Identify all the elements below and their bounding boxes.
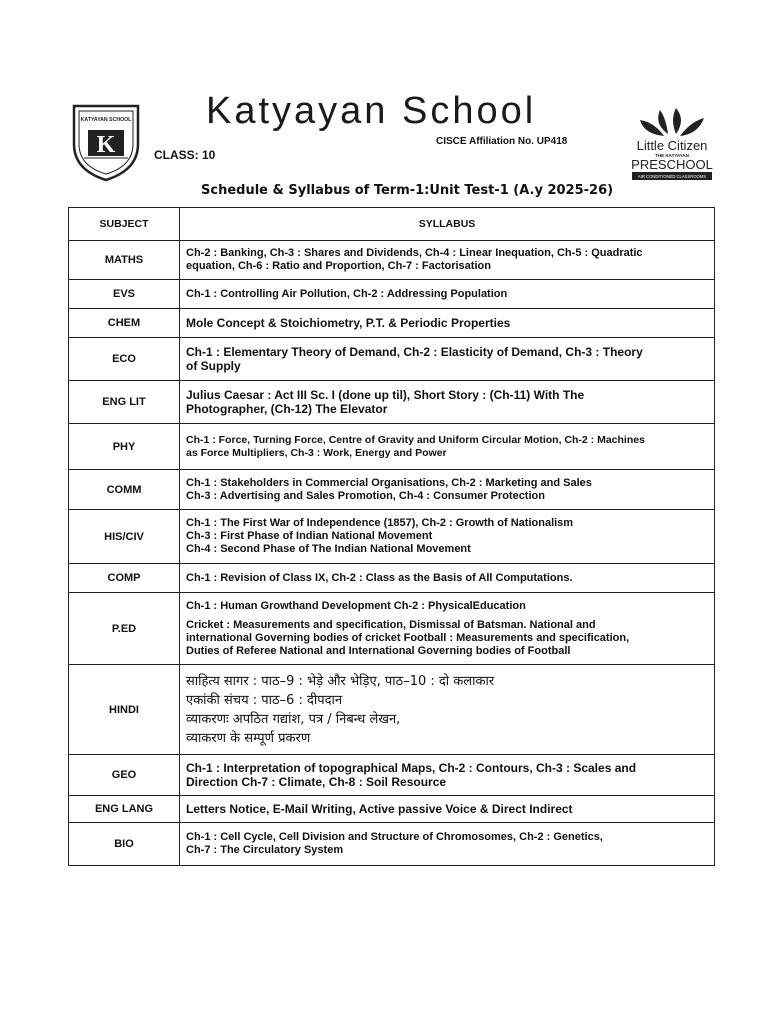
table-row [69, 280, 715, 309]
subject-cell: HIS/CIV [69, 510, 180, 564]
syllabus-line: Ch-1 : Elementary Theory of Demand, Ch-2 : Elasticity of Demand, Ch-3 : Theory [186, 345, 643, 359]
syllabus-line: Ch-1 : Interpretation of topographical Maps, Ch-2 : Contours, Ch-3 : Scales and [186, 761, 637, 775]
affiliation-number: CISCE Affiliation No. UP418 [436, 136, 568, 147]
syllabus-cell [180, 241, 715, 280]
syllabus-line: of Supply [186, 359, 241, 373]
syllabus-line: equation, Ch-6 : Ratio and Proportion, Ch-7 : Factorisation [186, 260, 491, 272]
school-crest-logo [70, 100, 142, 182]
syllabus-cell [180, 593, 715, 665]
syllabus-line: एकांकी संचय : पाठ–6 : दीपदान [186, 692, 343, 708]
syllabus-line: as Force Multipliers, Ch-3 : Work, Energy and Power [186, 446, 447, 459]
syllabus-line: Photographer, (Ch-12) The Elevator [186, 402, 388, 416]
svg-text:K: K [96, 132, 116, 158]
subject-cell: GEO [69, 755, 180, 796]
syllabus-line: Ch-1 : Stakeholders in Commercial Organisations, Ch-2 : Marketing and Sales [186, 476, 592, 489]
syllabus-cell [180, 564, 715, 593]
table-row [69, 665, 715, 755]
table-row [69, 424, 715, 470]
syllabus-line: Ch-2 : Banking, Ch-3 : Shares and Dividends, Ch-4 : Linear Inequation, Ch-5 : Quadratic [186, 247, 643, 259]
table-row [69, 564, 715, 593]
subject-cell: MATHS [69, 241, 180, 280]
table-row [69, 338, 715, 381]
syllabus-line: व्याकरण के सम्पूर्ण प्रकरण [186, 730, 311, 746]
syllabus-table [68, 207, 715, 866]
preschool-logo [624, 104, 720, 182]
preschool-logo-line1: Little Citizen [636, 138, 708, 153]
syllabus-line: Duties of Referee National and International Governing bodies of Football [186, 644, 571, 657]
syllabus-cell [180, 381, 715, 424]
table-row [69, 593, 715, 665]
preschool-logo-line4: AIR CONDITIONED CLASSROOMS [637, 174, 707, 179]
syllabus-line: Ch-7 : The Circulatory System [186, 844, 344, 856]
subject-cell: ENG LANG [69, 796, 180, 823]
syllabus-line: Ch-3 : First Phase of Indian National Movement [186, 530, 433, 542]
subject-cell: BIO [69, 823, 180, 866]
syllabus-cell [180, 424, 715, 470]
syllabus-line: Direction Ch-7 : Climate, Ch-8 : Soil Resource [186, 775, 447, 789]
table-row [69, 470, 715, 510]
table-row [69, 510, 715, 564]
subject-cell: EVS [69, 280, 180, 309]
syllabus-cell [180, 309, 715, 338]
syllabus-cell [180, 470, 715, 510]
syllabus-cell [180, 338, 715, 381]
school-crest-text: KATYAYAN SCHOOL [80, 117, 132, 123]
syllabus-cell [180, 665, 715, 755]
subject-cell: P.ED [69, 593, 180, 665]
table-row [69, 309, 715, 338]
schedule-title: Schedule & Syllabus of Term-1:Unit Test-1 (A.y 2025-26) [201, 183, 614, 198]
syllabus-line: व्याकरणः अपठित गद्यांश, पत्र / निबन्ध लेखन, [186, 711, 401, 727]
syllabus-line: Ch-1 : Cell Cycle, Cell Division and Structure of Chromosomes, Ch-2 : Genetics, [186, 831, 603, 843]
subject-cell: ENG LIT [69, 381, 180, 424]
table-row [69, 755, 715, 796]
subject-cell: PHY [69, 424, 180, 470]
syllabus-cell [180, 510, 715, 564]
syllabus-cell [180, 280, 715, 309]
class-label: CLASS: 10 [154, 148, 216, 162]
syllabus-line: Cricket : Measurements and specification, Dismissal of Batsman. National and [186, 618, 596, 631]
preschool-logo-line2: THE KATYAYAN [655, 153, 689, 158]
syllabus-line: Ch-1 : Force, Turning Force, Centre of Gravity and Uniform Circular Motion, Ch-2 : Machines [186, 433, 645, 446]
syllabus-cell [180, 796, 715, 823]
subject-cell: CHEM [69, 309, 180, 338]
subject-column-header: SUBJECT [69, 208, 180, 241]
syllabus-line: Julius Caesar : Act III Sc. I (done up til), Short Story : (Ch-11) With The [186, 388, 585, 402]
syllabus-line: Mole Concept & Stoichiometry, P.T. & Periodic Properties [186, 316, 511, 330]
table-row [69, 823, 715, 866]
syllabus-line: Ch-1 : The First War of Independence (1857), Ch-2 : Growth of Nationalism [186, 517, 574, 529]
syllabus-line: Ch-1 : Controlling Air Pollution, Ch-2 : Addressing Population [186, 287, 508, 300]
syllabus-line: international Governing bodies of cricket Football : Measurements and specification, [186, 631, 630, 644]
syllabus-line: Ch-1 : Human Growthand Development Ch-2 : PhysicalEducation [186, 599, 526, 612]
syllabus-line: Ch-4 : Second Phase of The Indian National Movement [186, 543, 471, 555]
table-row [69, 381, 715, 424]
subject-cell: ECO [69, 338, 180, 381]
preschool-logo-line3: PRESCHOOL [631, 157, 713, 172]
syllabus-line: Letters Notice, E-Mail Writing, Active passive Voice & Direct Indirect [186, 802, 573, 816]
school-name: Katyayan School [206, 90, 537, 132]
table-row [69, 241, 715, 280]
table-header-row [69, 208, 715, 241]
syllabus-cell [180, 823, 715, 866]
subject-cell: COMP [69, 564, 180, 593]
syllabus-line: Ch-3 : Advertising and Sales Promotion, Ch-4 : Consumer Protection [186, 489, 545, 502]
subject-cell: COMM [69, 470, 180, 510]
syllabus-cell [180, 755, 715, 796]
subject-cell: HINDI [69, 665, 180, 755]
table-row [69, 796, 715, 823]
syllabus-column-header: SYLLABUS [180, 208, 715, 241]
syllabus-line: Ch-1 : Revision of Class IX, Ch-2 : Class as the Basis of All Computations. [186, 571, 573, 584]
syllabus-line: साहित्य सागर : पाठ–9 : भेड़े और भेड़िए, पाठ–10 : दो कलाकार [186, 673, 495, 689]
